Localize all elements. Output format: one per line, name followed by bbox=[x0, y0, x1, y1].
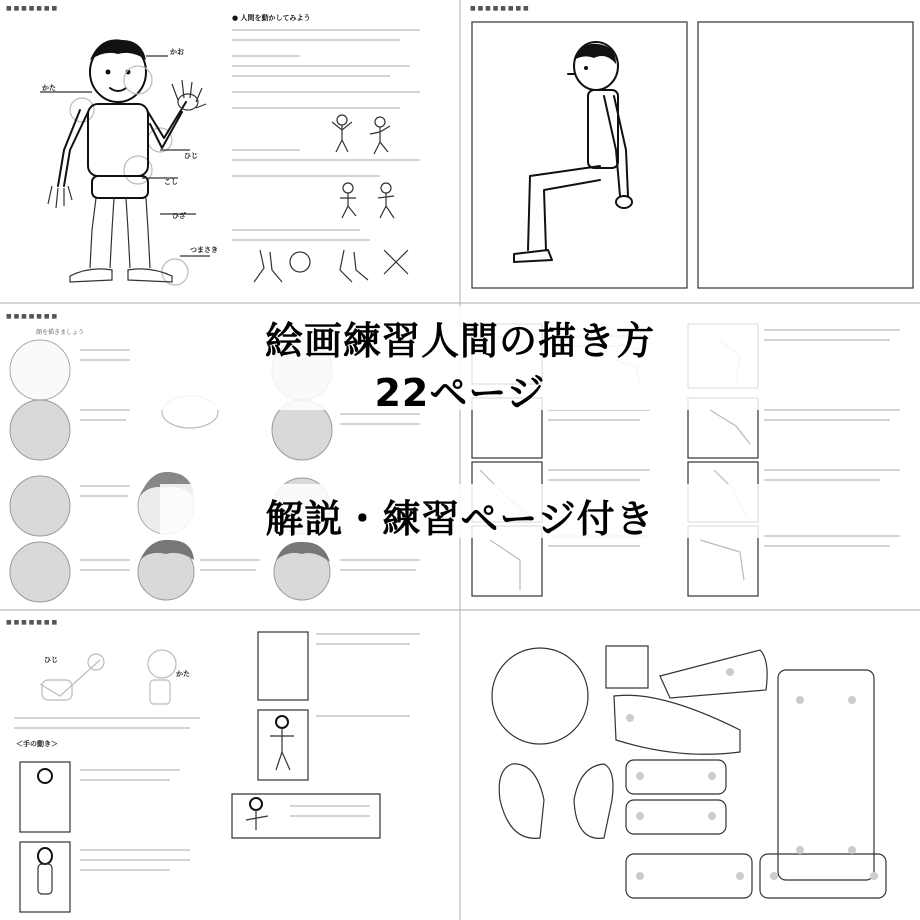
practice-frame-left bbox=[472, 22, 687, 288]
cutout-neck bbox=[606, 646, 648, 688]
page-header-text: ■ ■ ■ ■ ■ ■ ■ bbox=[6, 5, 58, 12]
cutout-leg-1 bbox=[626, 854, 752, 898]
cutout-upper-arm bbox=[660, 650, 767, 698]
label-shoulder: かた bbox=[42, 84, 56, 92]
overlay-page-count: 22ページ bbox=[374, 371, 546, 415]
page-body-diagram bbox=[6, 5, 420, 285]
page-arm-movement bbox=[6, 619, 420, 912]
figure-hair bbox=[90, 39, 146, 60]
mini-figures bbox=[254, 115, 408, 282]
page-cutout-parts bbox=[492, 646, 886, 898]
text-lines bbox=[232, 30, 420, 240]
page-heading: ● 人間を動かしてみよう bbox=[232, 14, 311, 22]
label-toe: つまさき bbox=[190, 246, 218, 254]
cutout-left-hand bbox=[499, 764, 544, 838]
face-page-heading: 顔を描きましょう bbox=[36, 329, 85, 336]
page-seated-pose bbox=[470, 5, 913, 288]
overlay-title: 絵画練習人間の描き方 bbox=[264, 319, 655, 363]
label-elbow: ひじ bbox=[184, 152, 198, 160]
page-header-text-4: ■ ■ ■ ■ ■ ■ ■ bbox=[6, 619, 58, 626]
label-waist: こし bbox=[164, 178, 178, 186]
overlay-subtitle: 解説・練習ページ付き bbox=[265, 497, 655, 541]
page-header-text-2: ■ ■ ■ ■ ■ ■ ■ ■ bbox=[470, 5, 529, 12]
cutout-torso bbox=[778, 670, 874, 880]
cutout-head bbox=[492, 648, 588, 744]
page-header-text-3: ■ ■ ■ ■ ■ ■ ■ bbox=[6, 313, 58, 320]
cutout-right-hand bbox=[574, 764, 613, 838]
arm-label-elbow: ひじ bbox=[44, 656, 58, 664]
cutout-shoulder bbox=[614, 695, 740, 754]
arm-label-shoulder: かた bbox=[176, 670, 190, 678]
hand-section-heading: ＜手の動き＞ bbox=[16, 740, 58, 748]
label-knee: ひざ bbox=[172, 212, 186, 220]
label-face: かお bbox=[170, 48, 184, 56]
practice-frame-right bbox=[698, 22, 913, 288]
